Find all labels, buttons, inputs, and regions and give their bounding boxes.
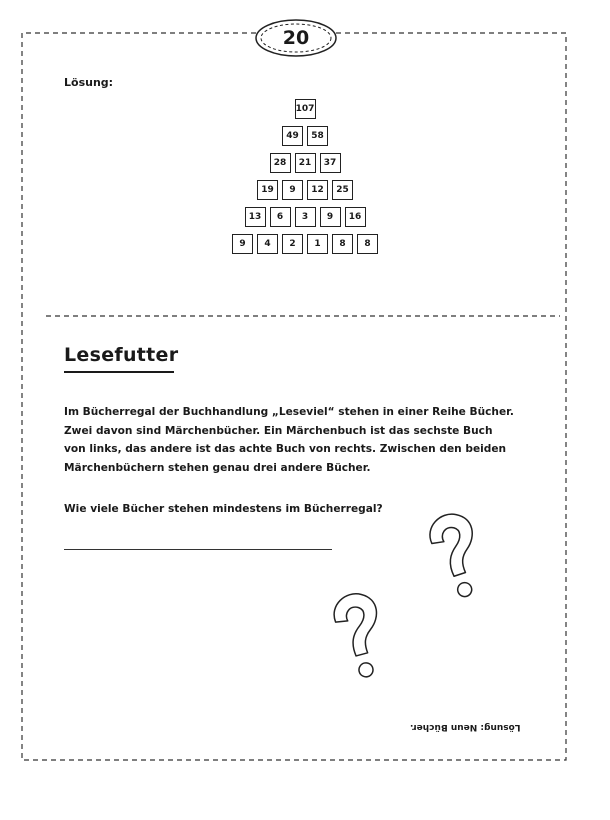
pyramid-cell: 21 [295,153,316,173]
story-line: von links, das andere ist das achte Buch von rechts. Zwischen den beiden [64,443,507,455]
pyramid-cell: 2 [282,234,303,254]
pyramid-cell: 16 [345,207,366,227]
solution-label: Lösung: [64,76,114,89]
pyramid-cell: 6 [270,207,291,227]
question-mark-icon [425,509,491,602]
pyramid-cell: 8 [332,234,353,254]
pyramid-cell: 9 [282,180,303,200]
question-mark-icon [330,589,393,681]
upside-down-solution: Lösung: Neun Bücher. [410,722,521,732]
story-line: Im Bücherregal der Buchhandlung „Leseviel“ stehen in einer Reihe Bücher. [64,406,514,418]
story-line: Märchenbüchern stehen genau drei andere Bücher. [64,461,371,474]
page-number: 20 [282,27,310,49]
pyramid-cell: 58 [307,126,328,146]
section-title: Lesefutter [64,344,179,366]
pyramid-cell: 3 [295,207,316,227]
pyramid-cell: 25 [332,180,353,200]
pyramid-cell: 9 [232,234,253,254]
story-line: Zwei davon sind Märchenbücher. Ein Märchenbuch ist das sechste Buch [64,424,493,437]
pyramid-cell: 19 [257,180,278,200]
pyramid-cell: 9 [320,207,341,227]
pyramid-cell: 13 [245,207,266,227]
pyramid-cell: 4 [257,234,278,254]
pyramid-cell: 1 [307,234,328,254]
pyramid-cell: 107 [295,99,316,119]
pyramid-cell: 8 [357,234,378,254]
pyramid-cell: 28 [270,153,291,173]
pyramid-cell: 12 [307,180,328,200]
question-text: Wie viele Bücher stehen mindestens im Bücherregal? [64,503,383,515]
pyramid-cell: 49 [282,126,303,146]
pyramid-cell: 37 [320,153,341,173]
